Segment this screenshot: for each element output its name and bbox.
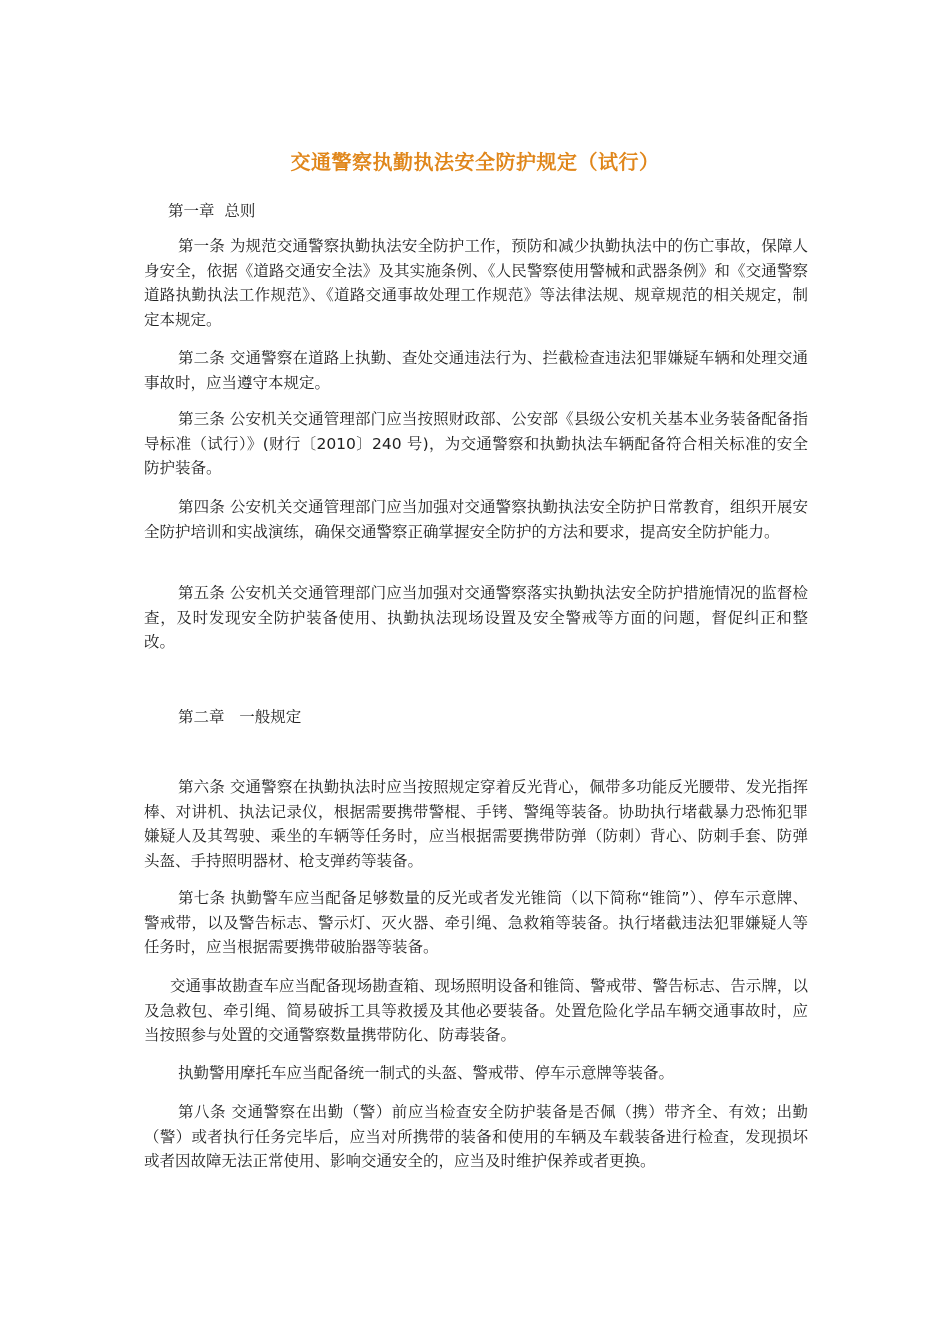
article-8-paragraph: 第八条 交通警察在出勤（警）前应当检查安全防护装备是否佩（携）带齐全、有效；出勤（警）或者执行任务完毕后，应当对所携带的装备和使用的车辆及车载装备进行检查，发现损坏或者因故障无法正常使用、影响交通安全的，应当及时维护保养或者更换。 xyxy=(144,1103,808,1171)
article-2-paragraph: 第二条 交通警察在道路上执勤、查处交通违法行为、拦截检查违法犯罪嫌疑车辆和处理交通事故时，应当遵守本规定。 xyxy=(144,349,808,392)
article-6-paragraph: 第六条 交通警察在执勤执法时应当按照规定穿着反光背心，佩带多功能反光腰带、发光指挥棒、对讲机、执法记录仪，根据需要携带警棍、手铐、警绳等装备。协助执行堵截暴力恐怖犯罪嫌疑人及其驾驶、乘坐的车辆等任务时，应当根据需要携带防弹（防刺）背心、防刺手套、防弹头盔、手持照明器材、枪支弹药等装备。 xyxy=(144,778,808,870)
article-7-paragraph: 第七条 执勤警车应当配备足够数量的反光或者发光锥筒（以下简称“锥筒”）、停车示意牌、警戒带，以及警告标志、警示灯、灭火器、牵引绳、急救箱等装备。执行堵截违法犯罪嫌疑人等任务时，应当根据需要携带破胎器等装备。 xyxy=(144,889,808,957)
chapter-2-heading: 第二章 一般规定 xyxy=(178,708,302,726)
document-title: 交通警察执勤执法安全防护规定（试行） xyxy=(290,150,660,174)
article-5-paragraph: 第五条 公安机关交通管理部门应当加强对交通警察落实执勤执法安全防护措施情况的监督检查，及时发现安全防护装备使用、执勤执法现场设置及安全警戒等方面的问题，督促纠正和整改。 xyxy=(144,584,808,652)
accident-vehicle-paragraph: 交通事故勘查车应当配备现场勘查箱、现场照明设备和锥筒、警戒带、警告标志、告示牌，以及急救包、牵引绳、简易破拆工具等救援及其他必要装备。处置危险化学品车辆交通事故时，应当按照参与处置的交通警察数量携带防化、防毒装备。 xyxy=(144,977,808,1045)
article-3-paragraph: 第三条 公安机关交通管理部门应当按照财政部、公安部《县级公安机关基本业务装备配备指导标准（试行）》(财行〔2010〕240 号)，为交通警察和执勤执法车辆配备符合相关标准的安全防护装备。 xyxy=(144,410,808,478)
chapter-1-heading: 第一章 总则 xyxy=(168,202,256,220)
motorcycle-paragraph: 执勤警用摩托车应当配备统一制式的头盔、警戒带、停车示意牌等装备。 xyxy=(178,1064,675,1082)
article-4-paragraph: 第四条 公安机关交通管理部门应当加强对交通警察执勤执法安全防护日常教育，组织开展安全防护培训和实战演练，确保交通警察正确掌握安全防护的方法和要求，提高安全防护能力。 xyxy=(144,498,808,541)
article-1-paragraph: 第一条 为规范交通警察执勤执法安全防护工作，预防和减少执勤执法中的伤亡事故，保障人身安全，依据《道路交通安全法》及其实施条例、《人民警察使用警械和武器条例》和《交通警察道路执勤执法工作规范》、《道路交通事故处理工作规范》等法律法规、规章规范的相关规定，制定本规定。 xyxy=(144,237,808,329)
